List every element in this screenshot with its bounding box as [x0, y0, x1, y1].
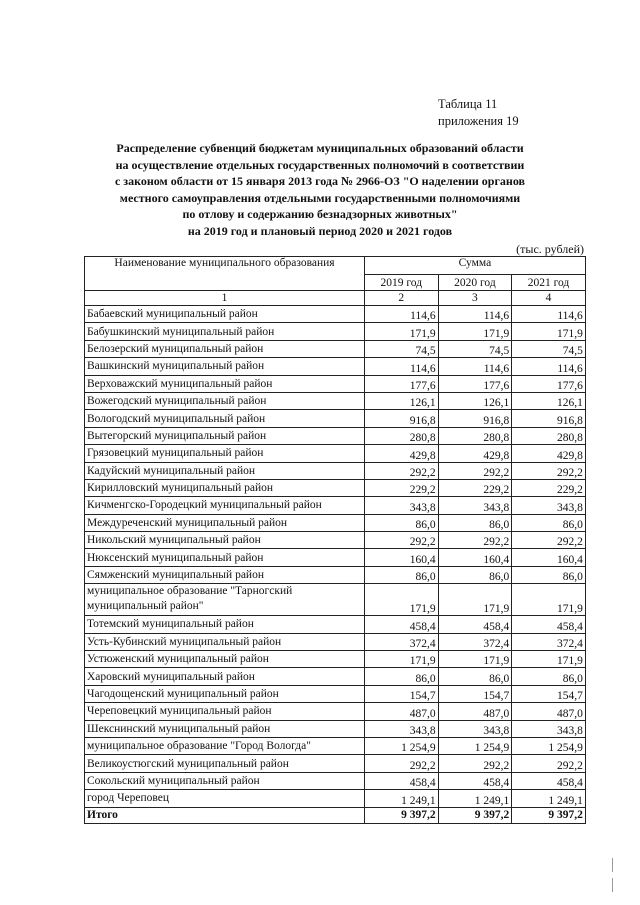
- amount-2019: 280,8: [365, 427, 439, 444]
- municipality-name: Белозерский муниципальный район: [85, 340, 365, 357]
- amount-2020: 280,8: [438, 427, 512, 444]
- amount-2020: 487,0: [438, 703, 512, 720]
- municipality-name: Усть-Кубинский муниципальный район: [85, 633, 365, 650]
- amount-2020: 1 249,1: [438, 790, 512, 807]
- municipality-name: Кирилловский муниципальный район: [85, 479, 365, 496]
- amount-2019: 171,9: [365, 584, 439, 616]
- amount-2021: 86,0: [512, 566, 586, 583]
- municipality-name: Вытегорский муниципальный район: [85, 427, 365, 444]
- amount-2021: 177,6: [512, 375, 586, 392]
- title-line: местного самоуправления отдельными государственными полномочиями: [119, 190, 521, 205]
- col-number: 1: [85, 291, 365, 306]
- amount-2021: 160,4: [512, 549, 586, 566]
- amount-2020: 154,7: [438, 685, 512, 702]
- table-row: [85, 532, 586, 549]
- amount-2021: 429,8: [512, 445, 586, 462]
- table-row: [85, 566, 586, 583]
- table-row: [85, 737, 586, 754]
- municipality-name: Вожегодский муниципальный район: [85, 392, 365, 409]
- amount-2020: 126,1: [438, 392, 512, 409]
- amount-2019: 86,0: [365, 514, 439, 531]
- table-row: [85, 616, 586, 633]
- table-row: [85, 549, 586, 566]
- title-line: Распределение субвенций бюджетам муниципальных образований области: [116, 141, 524, 155]
- amount-2019: 916,8: [365, 410, 439, 427]
- table-row: [85, 392, 586, 409]
- amount-2019: 160,4: [365, 549, 439, 566]
- total-row: [85, 807, 586, 823]
- amount-2020: 292,2: [438, 532, 512, 549]
- municipality-name: Харовский муниципальный район: [85, 668, 365, 685]
- col-number: 2: [365, 291, 439, 306]
- table-row: [85, 703, 586, 720]
- amount-2021: 86,0: [512, 514, 586, 531]
- amount-2019: 458,4: [365, 616, 439, 633]
- amount-2021: 126,1: [512, 392, 586, 409]
- amount-2020: 458,4: [438, 772, 512, 789]
- table-row: [85, 514, 586, 531]
- table-row: [85, 410, 586, 427]
- table-row: [85, 306, 586, 323]
- amount-2020: 160,4: [438, 549, 512, 566]
- amount-2021: 916,8: [512, 410, 586, 427]
- amount-2020: 171,9: [438, 584, 512, 616]
- municipality-name: Вашкинский муниципальный район: [85, 358, 365, 375]
- municipality-name: Кадуйский муниципальный район: [85, 462, 365, 479]
- municipality-name: Сямженский муниципальный район: [85, 566, 365, 583]
- table-row: [85, 755, 586, 772]
- amount-2019: 343,8: [365, 720, 439, 737]
- table-row: [85, 584, 586, 616]
- amount-2021: 292,2: [512, 755, 586, 772]
- table-row: [85, 772, 586, 789]
- municipality-name: Вологодский муниципальный район: [85, 410, 365, 427]
- amount-2019: 114,6: [365, 306, 439, 323]
- table-row: [85, 340, 586, 357]
- title-line: на осуществление отдельных государственных полномочий в соответствии: [115, 157, 525, 172]
- amount-2019: 343,8: [365, 497, 439, 514]
- table-row: [85, 685, 586, 702]
- amount-2020: 916,8: [438, 410, 512, 427]
- amount-2021: 343,8: [512, 497, 586, 514]
- col-number: 3: [438, 291, 512, 306]
- margin-mark: [612, 878, 613, 892]
- municipality-name: город Череповец: [85, 790, 365, 807]
- amount-2019: 114,6: [365, 358, 439, 375]
- col-header-2021: 2021 год: [512, 275, 586, 291]
- amount-2019: 74,5: [365, 340, 439, 357]
- amount-2020: 292,2: [438, 755, 512, 772]
- municipality-name: Нюксенский муниципальный район: [85, 549, 365, 566]
- amount-2020: 372,4: [438, 633, 512, 650]
- table-row: [85, 497, 586, 514]
- table-row: [85, 445, 586, 462]
- amount-2019: 229,2: [365, 479, 439, 496]
- amount-2020: 177,6: [438, 375, 512, 392]
- amount-2019: 177,6: [365, 375, 439, 392]
- table-label: Таблица 11: [438, 97, 498, 111]
- amount-2020: 74,5: [438, 340, 512, 357]
- total-2021: 9 397,2: [512, 807, 586, 823]
- municipality-name: Междуреченский муниципальный район: [85, 514, 365, 531]
- amount-2019: 487,0: [365, 703, 439, 720]
- municipality-name: Великоустюгский муниципальный район: [85, 755, 365, 772]
- amount-2021: 171,9: [512, 323, 586, 340]
- amount-2021: 1 249,1: [512, 790, 586, 807]
- amount-2021: 292,2: [512, 532, 586, 549]
- amount-2021: 487,0: [512, 703, 586, 720]
- amount-2019: 171,9: [365, 323, 439, 340]
- subvention-table: [84, 256, 586, 824]
- amount-2019: 171,9: [365, 651, 439, 668]
- units-label: (тыс. рублей): [516, 242, 584, 256]
- amount-2019: 126,1: [365, 392, 439, 409]
- amount-2021: 114,6: [512, 358, 586, 375]
- municipality-name: Тотемский муниципальный район: [85, 616, 365, 633]
- margin-mark: [612, 858, 613, 872]
- appendix-label: приложения 19: [438, 114, 519, 128]
- title-line: на 2019 год и плановый период 2020 и 2021 годов: [187, 223, 453, 238]
- municipality-name: Никольский муниципальный район: [85, 532, 365, 549]
- amount-2021: 154,7: [512, 685, 586, 702]
- table-reference: [438, 96, 519, 130]
- table-row: [85, 651, 586, 668]
- amount-2019: 1 249,1: [365, 790, 439, 807]
- amount-2021: 458,4: [512, 772, 586, 789]
- amount-2019: 292,2: [365, 755, 439, 772]
- table-row: [85, 323, 586, 340]
- table-row: [85, 479, 586, 496]
- amount-2020: 171,9: [438, 323, 512, 340]
- col-header-name: Наименование муниципального образования: [85, 257, 365, 291]
- amount-2021: 171,9: [512, 651, 586, 668]
- amount-2020: 86,0: [438, 668, 512, 685]
- amount-2019: 86,0: [365, 566, 439, 583]
- amount-2021: 171,9: [512, 584, 586, 616]
- municipality-name: Шекснинский муниципальный район: [85, 720, 365, 737]
- municipality-name: Грязовецкий муниципальный район: [85, 445, 365, 462]
- amount-2020: 1 254,9: [438, 737, 512, 754]
- table-row: [85, 790, 586, 807]
- amount-2020: 292,2: [438, 462, 512, 479]
- document-title: [95, 140, 545, 240]
- amount-2020: 86,0: [438, 566, 512, 583]
- table-row: [85, 668, 586, 685]
- amount-2020: 429,8: [438, 445, 512, 462]
- amount-2020: 171,9: [438, 651, 512, 668]
- total-label: Итого: [85, 807, 365, 823]
- amount-2019: 1 254,9: [365, 737, 439, 754]
- amount-2021: 1 254,9: [512, 737, 586, 754]
- municipality-name: Сокольский муниципальный район: [85, 772, 365, 789]
- municipality-name: Верховажский муниципальный район: [85, 375, 365, 392]
- amount-2021: 280,8: [512, 427, 586, 444]
- amount-2020: 229,2: [438, 479, 512, 496]
- amount-2021: 86,0: [512, 668, 586, 685]
- municipality-name: муниципальное образование "Город Вологда": [85, 737, 365, 754]
- amount-2021: 372,4: [512, 633, 586, 650]
- table-row: [85, 633, 586, 650]
- municipality-name: Бабаевский муниципальный район: [85, 306, 365, 323]
- municipality-name: Чагодощенский муниципальный район: [85, 685, 365, 702]
- col-header-2019: 2019 год: [365, 275, 439, 291]
- amount-2019: 429,8: [365, 445, 439, 462]
- amount-2020: 343,8: [438, 720, 512, 737]
- amount-2019: 86,0: [365, 668, 439, 685]
- amount-2019: 458,4: [365, 772, 439, 789]
- total-2020: 9 397,2: [438, 807, 512, 823]
- amount-2021: 74,5: [512, 340, 586, 357]
- col-header-sum: Сумма: [365, 257, 586, 275]
- municipality-name: муниципальное образование "Тарногский муниципальный район": [85, 584, 365, 616]
- amount-2021: 343,8: [512, 720, 586, 737]
- amount-2019: 372,4: [365, 633, 439, 650]
- amount-2020: 458,4: [438, 616, 512, 633]
- municipality-name: Череповецкий муниципальный район: [85, 703, 365, 720]
- amount-2021: 114,6: [512, 306, 586, 323]
- table-row: [85, 720, 586, 737]
- col-number: 4: [512, 291, 586, 306]
- municipality-name: Бабушкинский муниципальный район: [85, 323, 365, 340]
- amount-2020: 114,6: [438, 306, 512, 323]
- amount-2020: 114,6: [438, 358, 512, 375]
- municipality-name: Устюженский муниципальный район: [85, 651, 365, 668]
- table-row: [85, 358, 586, 375]
- amount-2020: 343,8: [438, 497, 512, 514]
- amount-2020: 86,0: [438, 514, 512, 531]
- total-2019: 9 397,2: [365, 807, 439, 823]
- amount-2019: 154,7: [365, 685, 439, 702]
- title-line: по отлову и содержанию безнадзорных животных": [182, 207, 458, 222]
- amount-2021: 229,2: [512, 479, 586, 496]
- amount-2021: 458,4: [512, 616, 586, 633]
- municipality-name: Кичменгско-Городецкий муниципальный район: [85, 497, 365, 514]
- table-row: [85, 375, 586, 392]
- title-line: с законом области от 15 января 2013 года № 2966-ОЗ "О наделении органов: [114, 174, 526, 189]
- amount-2021: 292,2: [512, 462, 586, 479]
- amount-2019: 292,2: [365, 462, 439, 479]
- table-row: [85, 427, 586, 444]
- col-header-2020: 2020 год: [438, 275, 512, 291]
- table-row: [85, 462, 586, 479]
- amount-2019: 292,2: [365, 532, 439, 549]
